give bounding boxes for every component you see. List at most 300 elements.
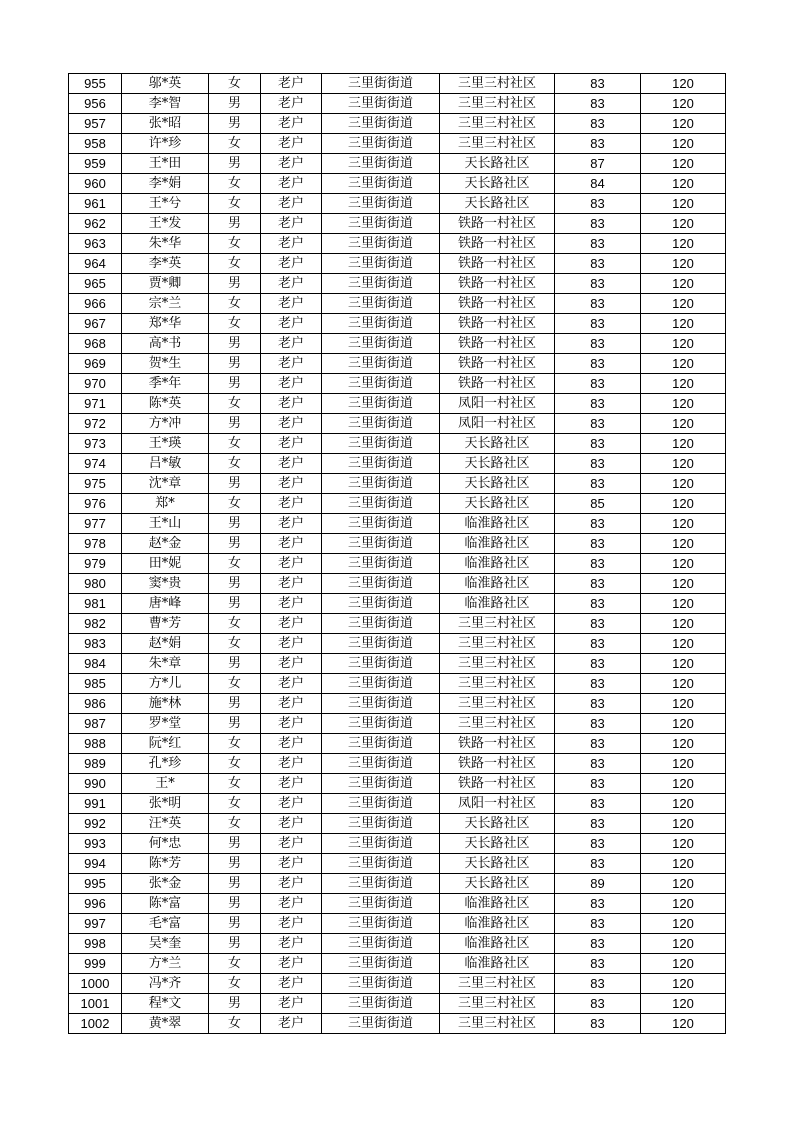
- cell-age: 83: [555, 714, 641, 734]
- cell-street: 三里街街道: [322, 254, 440, 274]
- cell-gender: 女: [209, 814, 261, 834]
- table-row: [69, 134, 726, 154]
- cell-age: 89: [555, 874, 641, 894]
- table-row: [69, 874, 726, 894]
- cell-name: 施*林: [122, 694, 209, 714]
- table-row: [69, 794, 726, 814]
- cell-community: 铁路一村社区: [440, 314, 555, 334]
- cell-household-type: 老户: [261, 394, 322, 414]
- table-row: [69, 554, 726, 574]
- cell-household-type: 老户: [261, 154, 322, 174]
- cell-age: 83: [555, 554, 641, 574]
- cell-amount: 120: [641, 774, 726, 794]
- cell-amount: 120: [641, 354, 726, 374]
- cell-street: 三里街街道: [322, 374, 440, 394]
- cell-gender: 男: [209, 534, 261, 554]
- cell-age: 83: [555, 114, 641, 134]
- table-row: [69, 174, 726, 194]
- cell-gender: 男: [209, 994, 261, 1014]
- cell-gender: 女: [209, 554, 261, 574]
- cell-age: 83: [555, 134, 641, 154]
- cell-name: 朱*章: [122, 654, 209, 674]
- cell-household-type: 老户: [261, 554, 322, 574]
- cell-name: 窦*贵: [122, 574, 209, 594]
- cell-age: 83: [555, 654, 641, 674]
- cell-community: 铁路一村社区: [440, 774, 555, 794]
- cell-street: 三里街街道: [322, 534, 440, 554]
- cell-community: 三里三村社区: [440, 714, 555, 734]
- cell-row-number: 972: [69, 414, 122, 434]
- cell-community: 三里三村社区: [440, 74, 555, 94]
- table-row: [69, 634, 726, 654]
- cell-row-number: 985: [69, 674, 122, 694]
- table-row: [69, 234, 726, 254]
- cell-name: 汪*英: [122, 814, 209, 834]
- cell-street: 三里街街道: [322, 734, 440, 754]
- cell-amount: 120: [641, 494, 726, 514]
- cell-community: 铁路一村社区: [440, 254, 555, 274]
- cell-street: 三里街街道: [322, 914, 440, 934]
- cell-row-number: 968: [69, 334, 122, 354]
- cell-street: 三里街街道: [322, 494, 440, 514]
- cell-name: 郑*: [122, 494, 209, 514]
- cell-age: 83: [555, 394, 641, 414]
- cell-street: 三里街街道: [322, 634, 440, 654]
- cell-gender: 女: [209, 974, 261, 994]
- cell-row-number: 964: [69, 254, 122, 274]
- cell-name: 王*: [122, 774, 209, 794]
- cell-name: 宗*兰: [122, 294, 209, 314]
- cell-household-type: 老户: [261, 714, 322, 734]
- cell-amount: 120: [641, 994, 726, 1014]
- cell-household-type: 老户: [261, 634, 322, 654]
- cell-row-number: 990: [69, 774, 122, 794]
- cell-community: 三里三村社区: [440, 1014, 555, 1034]
- cell-age: 83: [555, 854, 641, 874]
- table-row: [69, 534, 726, 554]
- cell-name: 张*昭: [122, 114, 209, 134]
- cell-name: 方*儿: [122, 674, 209, 694]
- cell-gender: 男: [209, 154, 261, 174]
- cell-street: 三里街街道: [322, 654, 440, 674]
- cell-name: 黄*翠: [122, 1014, 209, 1034]
- table-row: [69, 294, 726, 314]
- cell-gender: 女: [209, 634, 261, 654]
- cell-gender: 男: [209, 514, 261, 534]
- cell-community: 铁路一村社区: [440, 294, 555, 314]
- cell-name: 张*明: [122, 794, 209, 814]
- cell-age: 83: [555, 254, 641, 274]
- cell-row-number: 979: [69, 554, 122, 574]
- cell-community: 天长路社区: [440, 154, 555, 174]
- cell-amount: 120: [641, 414, 726, 434]
- cell-street: 三里街街道: [322, 594, 440, 614]
- cell-row-number: 1001: [69, 994, 122, 1014]
- cell-gender: 女: [209, 454, 261, 474]
- cell-name: 程*文: [122, 994, 209, 1014]
- cell-household-type: 老户: [261, 1014, 322, 1034]
- table-row: [69, 894, 726, 914]
- cell-household-type: 老户: [261, 114, 322, 134]
- cell-amount: 120: [641, 254, 726, 274]
- cell-age: 83: [555, 974, 641, 994]
- table-row: [69, 954, 726, 974]
- cell-age: 83: [555, 334, 641, 354]
- cell-row-number: 959: [69, 154, 122, 174]
- cell-household-type: 老户: [261, 414, 322, 434]
- cell-street: 三里街街道: [322, 274, 440, 294]
- cell-row-number: 980: [69, 574, 122, 594]
- cell-row-number: 973: [69, 434, 122, 454]
- table-row: [69, 934, 726, 954]
- cell-name: 罗*堂: [122, 714, 209, 734]
- cell-community: 临淮路社区: [440, 514, 555, 534]
- cell-amount: 120: [641, 114, 726, 134]
- cell-row-number: 963: [69, 234, 122, 254]
- table-row: [69, 754, 726, 774]
- cell-age: 83: [555, 834, 641, 854]
- cell-row-number: 982: [69, 614, 122, 634]
- cell-community: 天长路社区: [440, 454, 555, 474]
- cell-row-number: 966: [69, 294, 122, 314]
- cell-community: 三里三村社区: [440, 94, 555, 114]
- table-row: [69, 574, 726, 594]
- cell-street: 三里街街道: [322, 454, 440, 474]
- cell-name: 贺*生: [122, 354, 209, 374]
- cell-amount: 120: [641, 614, 726, 634]
- cell-amount: 120: [641, 554, 726, 574]
- cell-age: 83: [555, 754, 641, 774]
- cell-name: 高*书: [122, 334, 209, 354]
- cell-gender: 男: [209, 474, 261, 494]
- table-row: [69, 514, 726, 534]
- cell-age: 83: [555, 674, 641, 694]
- data-table: [68, 73, 726, 1034]
- cell-amount: 120: [641, 574, 726, 594]
- cell-street: 三里街街道: [322, 434, 440, 454]
- table-row: [69, 434, 726, 454]
- cell-amount: 120: [641, 634, 726, 654]
- cell-household-type: 老户: [261, 774, 322, 794]
- cell-name: 陈*芳: [122, 854, 209, 874]
- cell-name: 王*瑛: [122, 434, 209, 454]
- cell-name: 李*娟: [122, 174, 209, 194]
- cell-household-type: 老户: [261, 234, 322, 254]
- cell-community: 铁路一村社区: [440, 734, 555, 754]
- cell-row-number: 971: [69, 394, 122, 414]
- cell-community: 临淮路社区: [440, 894, 555, 914]
- cell-gender: 女: [209, 794, 261, 814]
- cell-name: 陈*英: [122, 394, 209, 414]
- cell-household-type: 老户: [261, 514, 322, 534]
- table-row: [69, 474, 726, 494]
- cell-community: 临淮路社区: [440, 934, 555, 954]
- cell-household-type: 老户: [261, 594, 322, 614]
- cell-community: 天长路社区: [440, 834, 555, 854]
- cell-row-number: 997: [69, 914, 122, 934]
- cell-street: 三里街街道: [322, 714, 440, 734]
- cell-age: 83: [555, 534, 641, 554]
- cell-row-number: 995: [69, 874, 122, 894]
- cell-gender: 女: [209, 614, 261, 634]
- cell-amount: 120: [641, 674, 726, 694]
- cell-gender: 女: [209, 174, 261, 194]
- cell-row-number: 983: [69, 634, 122, 654]
- cell-street: 三里街街道: [322, 854, 440, 874]
- cell-gender: 女: [209, 954, 261, 974]
- cell-row-number: 969: [69, 354, 122, 374]
- cell-street: 三里街街道: [322, 94, 440, 114]
- cell-street: 三里街街道: [322, 1014, 440, 1034]
- cell-household-type: 老户: [261, 754, 322, 774]
- cell-row-number: 975: [69, 474, 122, 494]
- cell-household-type: 老户: [261, 474, 322, 494]
- cell-street: 三里街街道: [322, 894, 440, 914]
- cell-household-type: 老户: [261, 674, 322, 694]
- cell-street: 三里街街道: [322, 314, 440, 334]
- cell-name: 毛*富: [122, 914, 209, 934]
- cell-name: 邬*英: [122, 74, 209, 94]
- cell-community: 三里三村社区: [440, 694, 555, 714]
- cell-street: 三里街街道: [322, 694, 440, 714]
- cell-community: 临淮路社区: [440, 954, 555, 974]
- cell-household-type: 老户: [261, 614, 322, 634]
- cell-age: 83: [555, 814, 641, 834]
- cell-amount: 120: [641, 594, 726, 614]
- cell-amount: 120: [641, 394, 726, 414]
- cell-name: 李*英: [122, 254, 209, 274]
- cell-name: 郑*华: [122, 314, 209, 334]
- cell-household-type: 老户: [261, 954, 322, 974]
- cell-name: 冯*齐: [122, 974, 209, 994]
- cell-row-number: 974: [69, 454, 122, 474]
- cell-amount: 120: [641, 714, 726, 734]
- cell-gender: 女: [209, 74, 261, 94]
- cell-age: 83: [555, 694, 641, 714]
- cell-amount: 120: [641, 754, 726, 774]
- cell-row-number: 994: [69, 854, 122, 874]
- cell-community: 铁路一村社区: [440, 234, 555, 254]
- cell-street: 三里街街道: [322, 974, 440, 994]
- cell-age: 83: [555, 194, 641, 214]
- cell-amount: 120: [641, 694, 726, 714]
- cell-age: 83: [555, 314, 641, 334]
- cell-community: 天长路社区: [440, 194, 555, 214]
- cell-household-type: 老户: [261, 454, 322, 474]
- cell-row-number: 967: [69, 314, 122, 334]
- cell-household-type: 老户: [261, 214, 322, 234]
- cell-age: 83: [555, 374, 641, 394]
- cell-community: 三里三村社区: [440, 654, 555, 674]
- cell-amount: 120: [641, 334, 726, 354]
- cell-amount: 120: [641, 154, 726, 174]
- cell-gender: 男: [209, 334, 261, 354]
- table-row: [69, 354, 726, 374]
- cell-amount: 120: [641, 794, 726, 814]
- cell-amount: 120: [641, 294, 726, 314]
- cell-age: 83: [555, 574, 641, 594]
- cell-name: 朱*华: [122, 234, 209, 254]
- cell-street: 三里街街道: [322, 194, 440, 214]
- cell-gender: 男: [209, 414, 261, 434]
- cell-household-type: 老户: [261, 334, 322, 354]
- cell-community: 铁路一村社区: [440, 334, 555, 354]
- cell-community: 凤阳一村社区: [440, 414, 555, 434]
- table-row: [69, 674, 726, 694]
- cell-gender: 女: [209, 434, 261, 454]
- cell-gender: 男: [209, 834, 261, 854]
- cell-amount: 120: [641, 874, 726, 894]
- cell-household-type: 老户: [261, 134, 322, 154]
- cell-household-type: 老户: [261, 794, 322, 814]
- cell-street: 三里街街道: [322, 874, 440, 894]
- cell-age: 83: [555, 1014, 641, 1034]
- cell-community: 铁路一村社区: [440, 214, 555, 234]
- cell-name: 唐*峰: [122, 594, 209, 614]
- cell-age: 83: [555, 434, 641, 454]
- cell-household-type: 老户: [261, 734, 322, 754]
- cell-gender: 男: [209, 894, 261, 914]
- cell-row-number: 984: [69, 654, 122, 674]
- cell-row-number: 960: [69, 174, 122, 194]
- cell-age: 83: [555, 594, 641, 614]
- cell-row-number: 958: [69, 134, 122, 154]
- cell-community: 铁路一村社区: [440, 374, 555, 394]
- cell-gender: 男: [209, 934, 261, 954]
- cell-household-type: 老户: [261, 94, 322, 114]
- cell-name: 季*年: [122, 374, 209, 394]
- cell-amount: 120: [641, 194, 726, 214]
- cell-household-type: 老户: [261, 994, 322, 1014]
- table-row: [69, 254, 726, 274]
- cell-age: 83: [555, 994, 641, 1014]
- cell-age: 83: [555, 614, 641, 634]
- cell-community: 三里三村社区: [440, 114, 555, 134]
- cell-street: 三里街街道: [322, 354, 440, 374]
- cell-age: 83: [555, 954, 641, 974]
- cell-name: 李*智: [122, 94, 209, 114]
- cell-household-type: 老户: [261, 374, 322, 394]
- cell-amount: 120: [641, 514, 726, 534]
- cell-row-number: 962: [69, 214, 122, 234]
- cell-amount: 120: [641, 934, 726, 954]
- cell-street: 三里街街道: [322, 834, 440, 854]
- cell-name: 田*妮: [122, 554, 209, 574]
- cell-row-number: 989: [69, 754, 122, 774]
- cell-name: 赵*金: [122, 534, 209, 554]
- cell-gender: 男: [209, 854, 261, 874]
- cell-community: 临淮路社区: [440, 574, 555, 594]
- cell-row-number: 991: [69, 794, 122, 814]
- cell-name: 沈*章: [122, 474, 209, 494]
- cell-row-number: 993: [69, 834, 122, 854]
- cell-community: 天长路社区: [440, 434, 555, 454]
- cell-street: 三里街街道: [322, 114, 440, 134]
- cell-amount: 120: [641, 734, 726, 754]
- cell-gender: 女: [209, 234, 261, 254]
- cell-age: 83: [555, 634, 641, 654]
- cell-household-type: 老户: [261, 494, 322, 514]
- cell-street: 三里街街道: [322, 414, 440, 434]
- cell-gender: 女: [209, 394, 261, 414]
- cell-amount: 120: [641, 654, 726, 674]
- cell-street: 三里街街道: [322, 754, 440, 774]
- cell-street: 三里街街道: [322, 394, 440, 414]
- cell-household-type: 老户: [261, 174, 322, 194]
- cell-household-type: 老户: [261, 694, 322, 714]
- table-row: [69, 194, 726, 214]
- cell-community: 天长路社区: [440, 174, 555, 194]
- table-row: [69, 494, 726, 514]
- cell-row-number: 956: [69, 94, 122, 114]
- cell-street: 三里街街道: [322, 774, 440, 794]
- table-row: [69, 114, 726, 134]
- cell-street: 三里街街道: [322, 954, 440, 974]
- cell-amount: 120: [641, 174, 726, 194]
- cell-household-type: 老户: [261, 354, 322, 374]
- cell-age: 84: [555, 174, 641, 194]
- cell-gender: 女: [209, 134, 261, 154]
- cell-gender: 女: [209, 734, 261, 754]
- cell-row-number: 992: [69, 814, 122, 834]
- cell-name: 王*田: [122, 154, 209, 174]
- cell-name: 张*金: [122, 874, 209, 894]
- table-row: [69, 334, 726, 354]
- cell-row-number: 978: [69, 534, 122, 554]
- cell-street: 三里街街道: [322, 674, 440, 694]
- table-row: [69, 94, 726, 114]
- cell-street: 三里街街道: [322, 174, 440, 194]
- cell-gender: 女: [209, 774, 261, 794]
- table-row: [69, 394, 726, 414]
- table-row: [69, 734, 726, 754]
- table-row: [69, 814, 726, 834]
- cell-community: 临淮路社区: [440, 914, 555, 934]
- cell-age: 83: [555, 274, 641, 294]
- cell-gender: 男: [209, 594, 261, 614]
- cell-age: 83: [555, 914, 641, 934]
- cell-amount: 120: [641, 274, 726, 294]
- cell-community: 铁路一村社区: [440, 354, 555, 374]
- cell-household-type: 老户: [261, 254, 322, 274]
- cell-row-number: 1000: [69, 974, 122, 994]
- cell-amount: 120: [641, 814, 726, 834]
- cell-street: 三里街街道: [322, 334, 440, 354]
- cell-age: 83: [555, 894, 641, 914]
- table-row: [69, 1014, 726, 1034]
- cell-gender: 男: [209, 654, 261, 674]
- cell-row-number: 955: [69, 74, 122, 94]
- cell-household-type: 老户: [261, 194, 322, 214]
- cell-amount: 120: [641, 474, 726, 494]
- table-row: [69, 914, 726, 934]
- cell-amount: 120: [641, 234, 726, 254]
- table-row: [69, 414, 726, 434]
- table-row: [69, 154, 726, 174]
- cell-age: 83: [555, 774, 641, 794]
- cell-gender: 男: [209, 114, 261, 134]
- cell-gender: 女: [209, 754, 261, 774]
- cell-gender: 男: [209, 694, 261, 714]
- cell-community: 天长路社区: [440, 854, 555, 874]
- cell-household-type: 老户: [261, 274, 322, 294]
- cell-community: 临淮路社区: [440, 534, 555, 554]
- cell-household-type: 老户: [261, 934, 322, 954]
- cell-name: 王*山: [122, 514, 209, 534]
- cell-household-type: 老户: [261, 854, 322, 874]
- cell-gender: 男: [209, 374, 261, 394]
- cell-household-type: 老户: [261, 74, 322, 94]
